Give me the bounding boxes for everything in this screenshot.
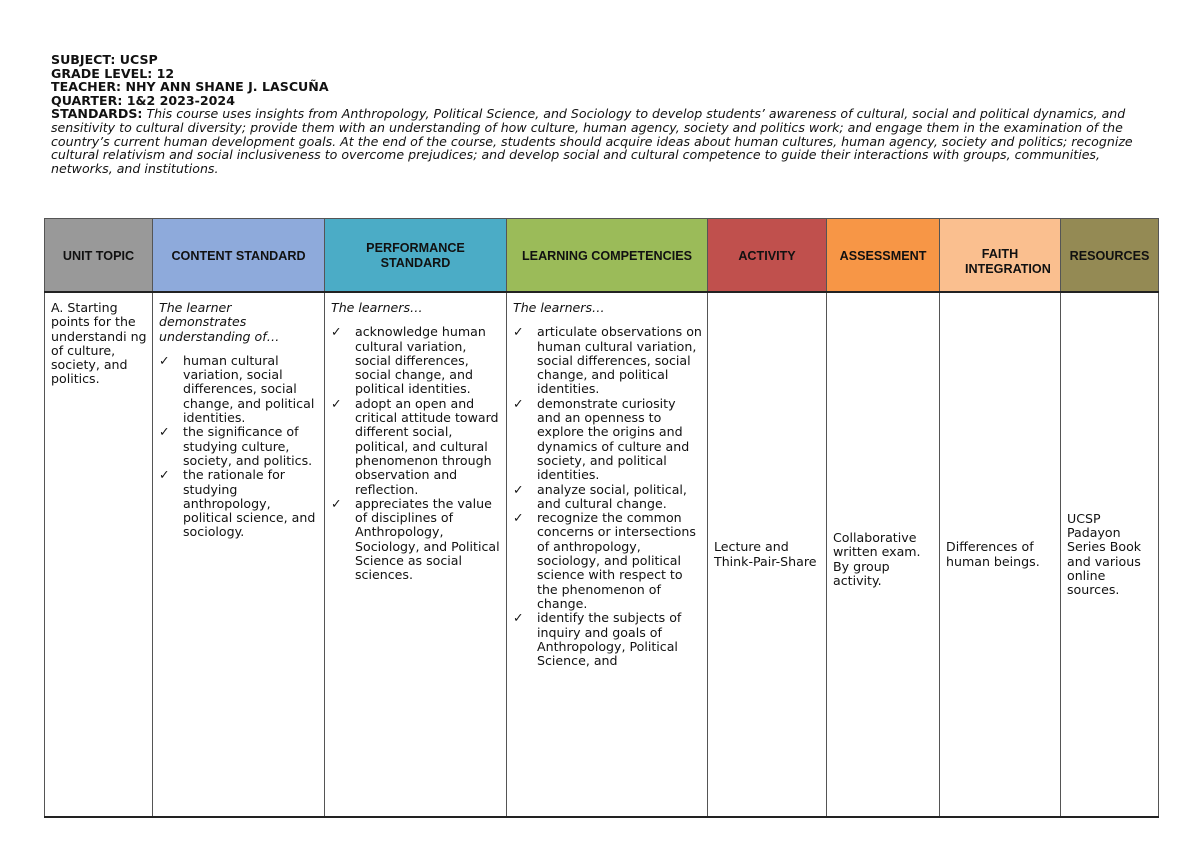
col-header-resources: RESOURCES [1061,219,1159,293]
check-icon: ✓ [513,510,524,526]
check-icon: ✓ [331,395,342,411]
performance-standard-intro: The learners… [331,300,423,315]
list-item: ✓ analyze social, political, and cultural change. [513,481,687,511]
table-row [45,292,1159,817]
list-item: ✓ recognize the common concerns or intersections of anthropology, sociology, and political science with respect to the phenomenon of change. [513,510,696,611]
check-icon: ✓ [159,467,170,483]
content-standard-list [159,354,319,540]
grade-level-line: GRADE LEVEL: 12 [51,65,175,81]
standards-text: This course uses insights from Anthropology, Political Science, and Sociology to develop students’ awareness of cultural, social and political dynamics, and sensitivity to cultural diversity; provide them with an understanding of how culture, human agency, society and politics work; and engage them in the examination of the country’s current human development goals. At the end of the course, students should acquire ideas about human cultures, human agency, society and politics; recognize cultural relativism and social inclusiveness to overcome prejudices; and develop social and cultural competence to guide their interactions with groups, communities, networks, and institutions. [51,106,1133,176]
document-header [51,53,1146,175]
list-item: ✓ appreciates the value of disciplines of Anthropology, Sociology, and Political Science as social sciences. [331,495,500,583]
performance-standard-cell [325,292,507,817]
assessment-cell: Collaborative written exam. By group activity. [827,292,940,817]
col-header-content-standard: CONTENT STANDARD [153,219,325,293]
check-icon: ✓ [331,324,342,340]
check-icon: ✓ [513,610,524,626]
quarter-line: QUARTER: 1&2 2023-2024 [51,92,235,108]
list-item: ✓ acknowledge human cultural variation, social differences, social change, and political identities. [331,324,486,397]
content-standard-cell [153,292,325,817]
learning-competencies-cell [507,292,708,817]
check-icon: ✓ [513,324,524,340]
list-item: ✓ articulate observations on human cultural variation, social differences, social change, and political identities. [513,324,702,397]
content-standard-intro: The learner demonstrates understanding of… [159,300,280,344]
list-item: ✓ demonstrate curiosity and an openness to explore the origins and dynamics of culture and society, and political identities. [513,395,690,483]
list-item: ✓ the significance of studying culture, society, and politics. [159,424,313,468]
table-header-row [45,219,1159,293]
learning-competencies-intro: The learners… [513,300,605,315]
check-icon: ✓ [513,395,524,411]
standards-paragraph [51,107,1146,175]
check-icon: ✓ [331,495,342,511]
check-icon: ✓ [159,424,170,440]
unit-topic-cell: A. Starting points for the understandi ng of culture, society, and politics. [45,292,153,817]
list-item: ✓ identify the subjects of inquiry and goals of Anthropology, Political Science, and [513,610,682,669]
col-header-unit-topic: UNIT TOPIC [45,219,153,293]
list-item: ✓ the rationale for studying anthropology, political science, and sociology. [159,467,316,540]
col-header-learning-competencies: LEARNING COMPETENCIES [507,219,708,293]
col-header-faith-integration: FAITH INTEGRATION [940,219,1061,293]
col-header-performance-standard: PERFORMANCE STANDARD [325,219,507,293]
list-item: ✓ human cultural variation, social differences, social change, and political identities. [159,352,315,426]
col-header-assessment: ASSESSMENT [827,219,940,293]
resources-cell: UCSP Padayon Series Book and various online sources. [1061,292,1159,817]
performance-standard-list [331,325,501,582]
curriculum-table [44,218,1159,818]
check-icon: ✓ [159,352,170,368]
faith-integration-cell: Differences of human beings. [940,292,1061,817]
list-item: ✓ adopt an open and critical attitude toward different social, political, and cultural phenomenon through observation and reflection. [331,395,499,497]
subject-line: SUBJECT: UCSP [51,52,158,67]
standards-label: STANDARDS: [51,106,143,122]
col-header-activity: ACTIVITY [708,219,827,293]
check-icon: ✓ [513,481,524,497]
activity-cell: Lecture and Think-Pair-Share [708,292,827,817]
learning-competencies-list [513,325,702,668]
teacher-line: TEACHER: NHY ANN SHANE J. LASCUÑA [51,79,329,95]
